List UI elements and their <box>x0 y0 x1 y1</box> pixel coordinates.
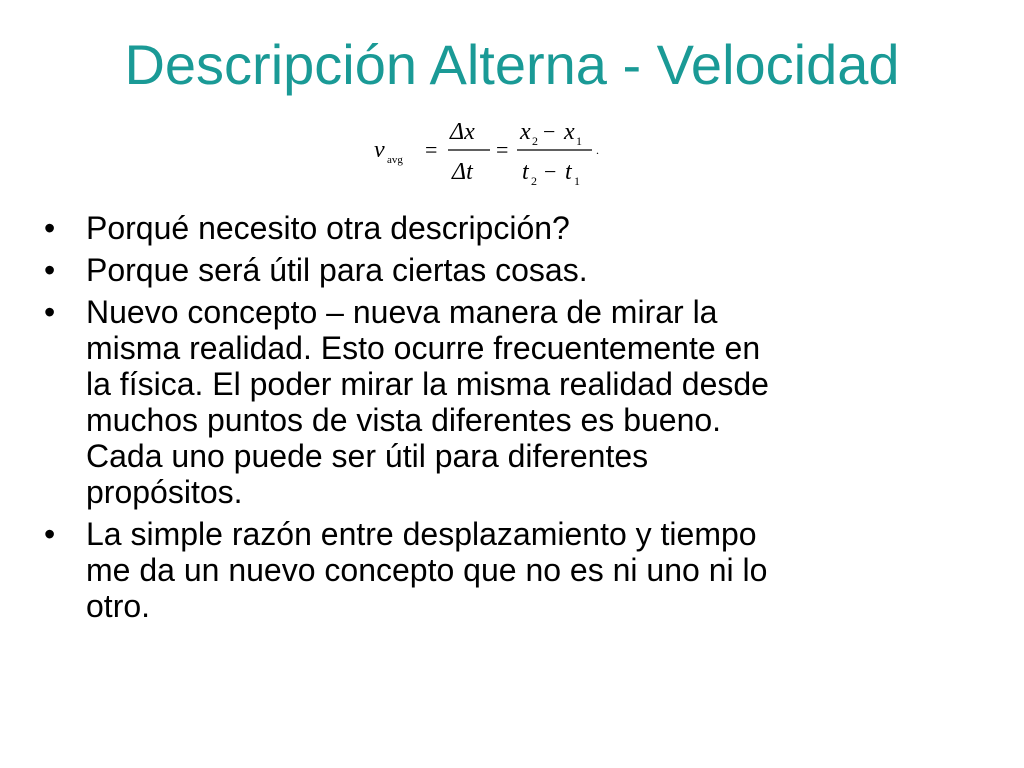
bullet-line: muchos puntos de vista diferentes es bueno. <box>86 402 722 438</box>
bullet-item <box>40 516 980 624</box>
velocity-formula <box>370 112 620 192</box>
formula-delta-x: Δx <box>450 119 475 145</box>
bullet-line: Porqué necesito otra descripción? <box>86 210 570 246</box>
formula-x1-subscript: 1 <box>576 134 582 148</box>
formula-period: . <box>596 143 599 157</box>
formula-x2-subscript: 2 <box>532 134 538 148</box>
formula-minus-1: − <box>543 119 556 144</box>
bullet-line: otro. <box>86 588 151 624</box>
bullet-line: Porque será útil para ciertas cosas. <box>86 252 588 288</box>
formula-t1-subscript: 1 <box>574 174 580 188</box>
formula-x2: x <box>520 119 531 145</box>
bullet-line: Nuevo concepto – nueva manera de mirar la <box>86 294 718 330</box>
formula-equals-2: = <box>496 137 509 162</box>
slide-title: Descripción Alterna - Velocidad <box>124 33 900 96</box>
bullet-line: la física. El poder mirar la misma realidad desde <box>86 366 769 402</box>
formula-minus-2: − <box>544 159 557 184</box>
bullet-list <box>40 210 980 630</box>
bullet-line: Cada uno puede ser útil para diferentes <box>86 438 649 474</box>
bullet-item <box>40 252 980 288</box>
formula-t2-subscript: 2 <box>531 174 537 188</box>
bullet-line: misma realidad. Esto ocurre frecuentemente en <box>86 330 761 366</box>
bullet-dot: • <box>44 252 56 288</box>
bullet-item <box>40 294 980 510</box>
formula-v: v <box>374 137 385 163</box>
formula-equals-1: = <box>425 137 438 162</box>
formula-x1: x <box>564 119 575 145</box>
bullet-line: me da un nuevo concepto que no es ni uno ni lo <box>86 552 768 588</box>
bullet-dot: • <box>44 210 56 246</box>
bullet-line: propósitos. <box>86 474 243 510</box>
formula-avg-subscript: avg <box>387 154 403 166</box>
formula-t2: t <box>522 159 529 185</box>
bullet-item <box>40 210 980 246</box>
formula-t1: t <box>565 159 572 185</box>
bullet-dot: • <box>44 294 56 330</box>
bullet-line: La simple razón entre desplazamiento y tiempo <box>86 516 757 552</box>
formula-delta-t: Δt <box>452 159 473 185</box>
bullet-dot: • <box>44 516 56 552</box>
